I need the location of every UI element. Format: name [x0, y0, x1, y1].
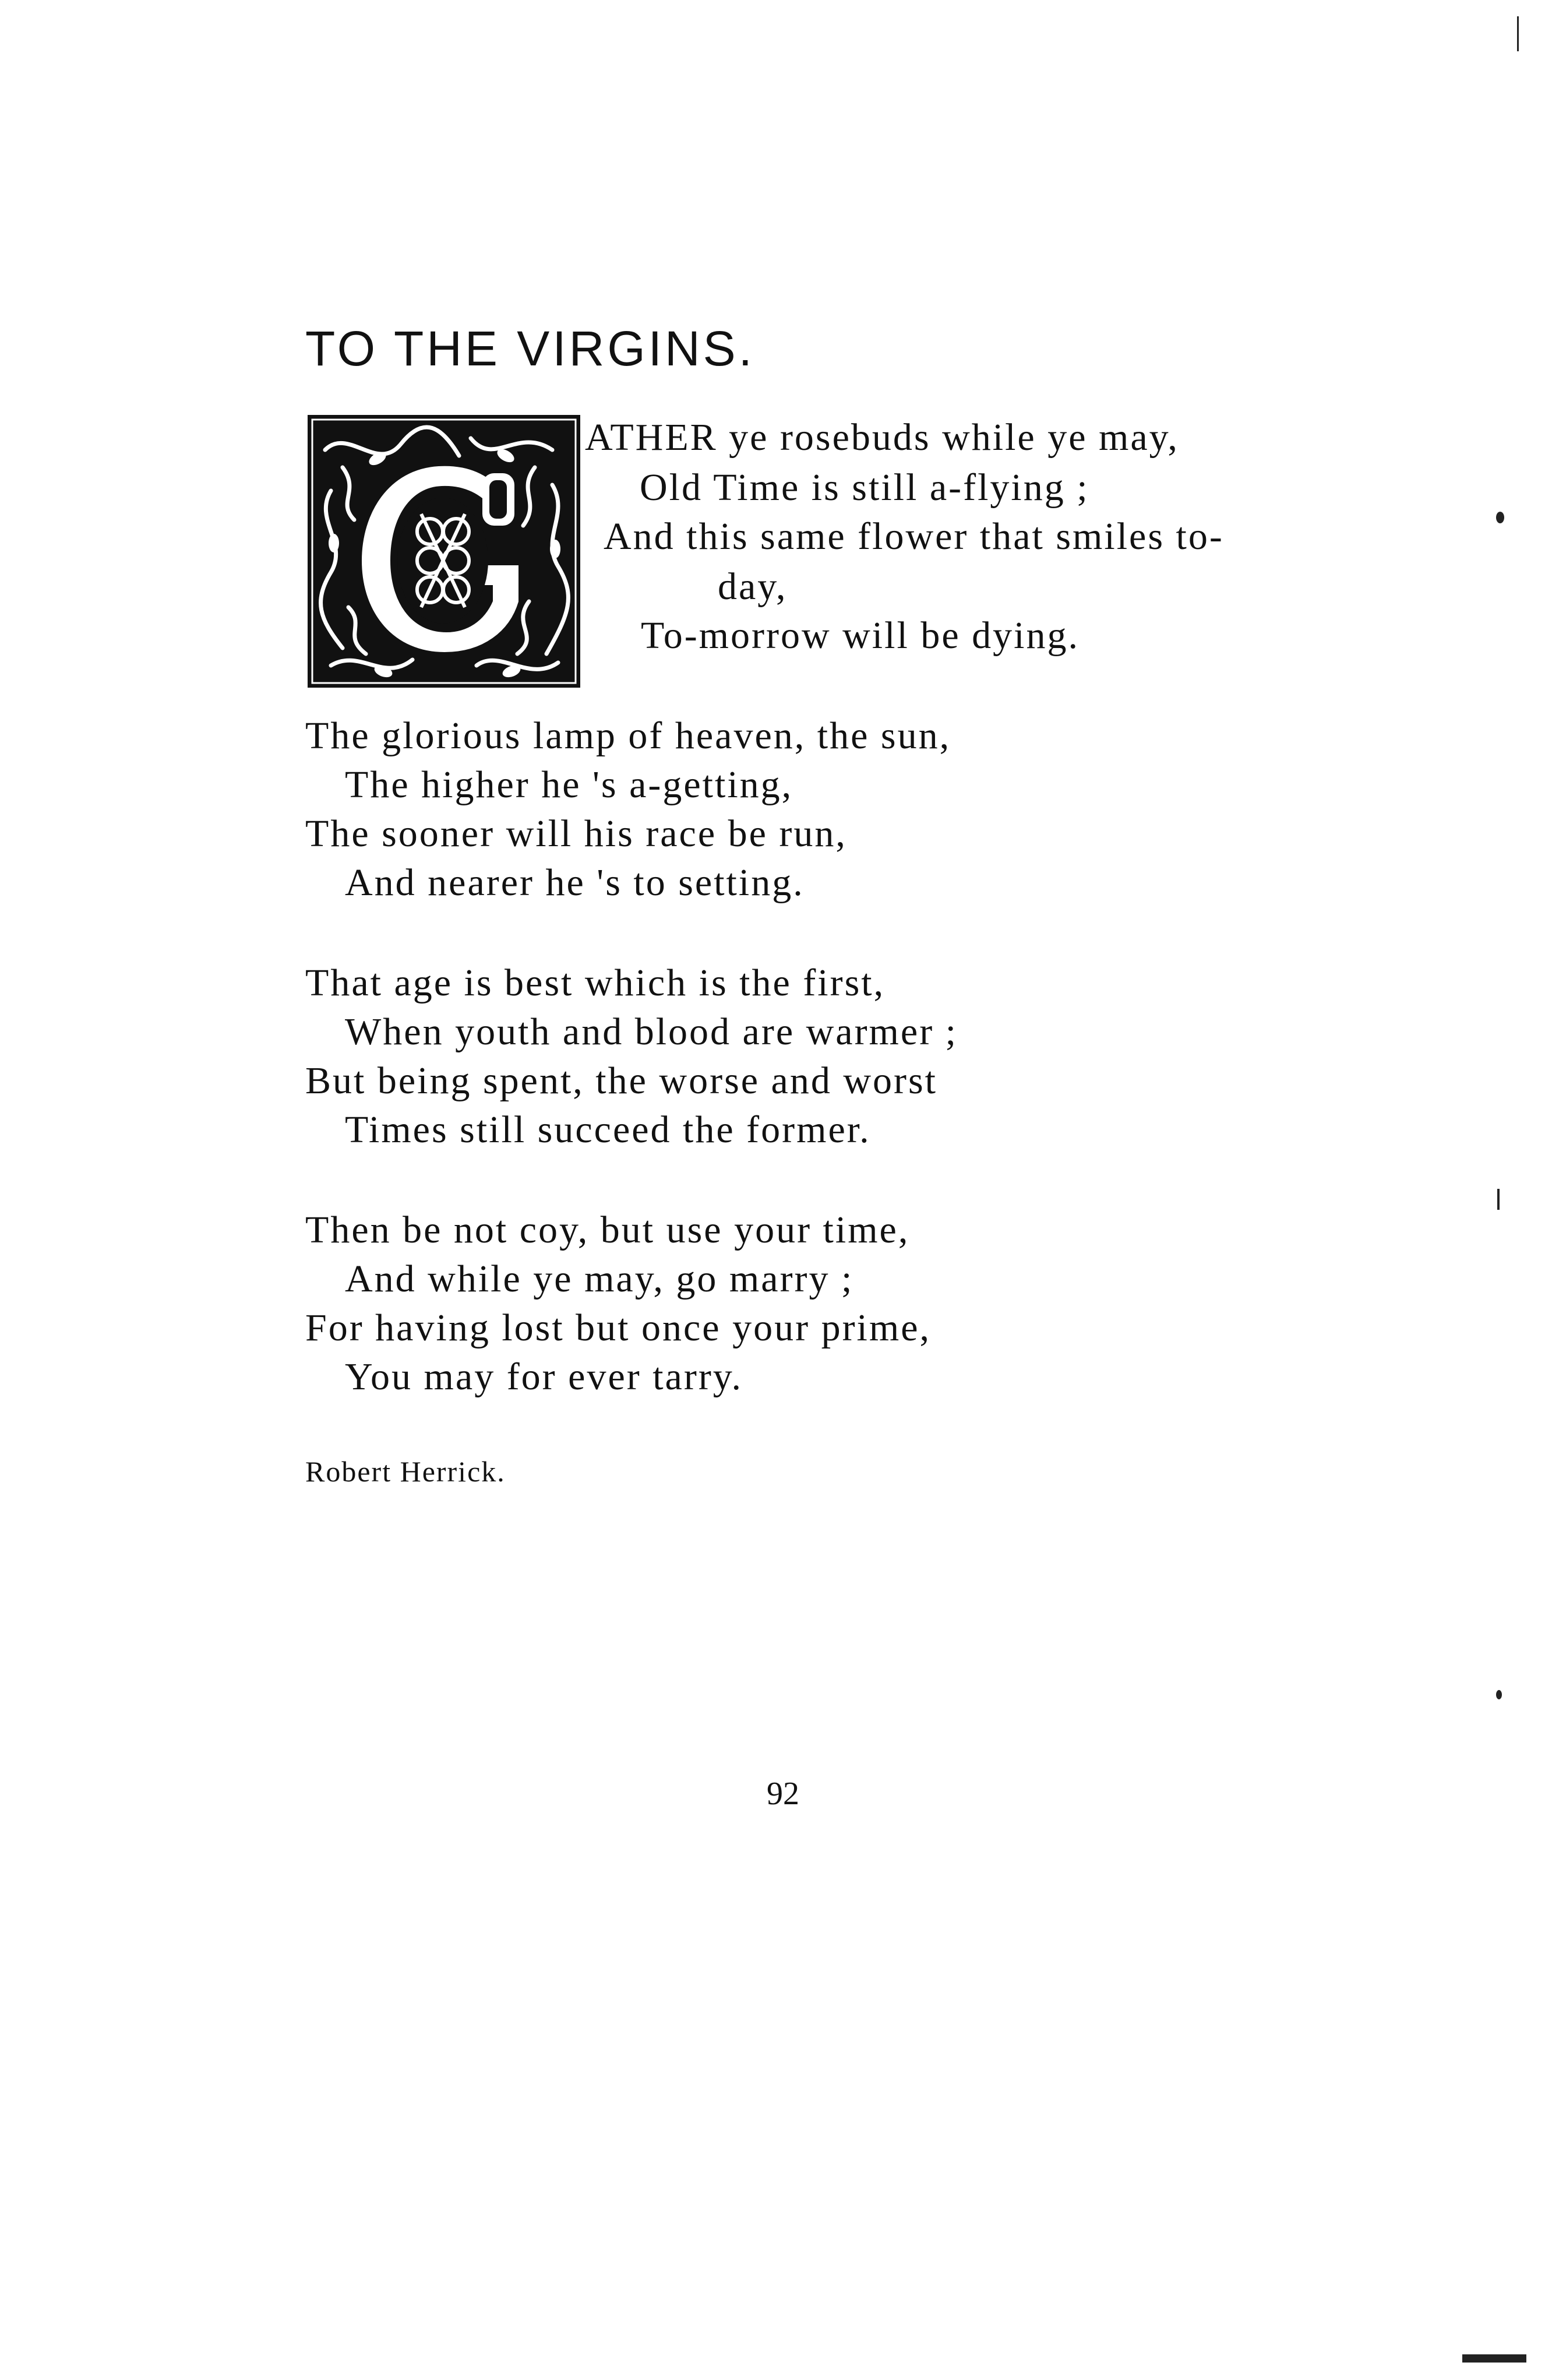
stanza4-line4: You may for ever tarry. — [345, 1356, 743, 1398]
drop-cap-initial — [308, 415, 580, 688]
scan-artifact-mark — [1497, 1189, 1500, 1210]
stanza3-line4: Times still succeed the former. — [345, 1108, 871, 1151]
stanza2-line4: And nearer he 's to setting. — [345, 861, 805, 904]
stanza1-line1: ATHER ye rosebuds while ye may, — [585, 416, 1179, 459]
stanza3-line1: That age is best which is the first, — [305, 962, 886, 1004]
page-number: 92 — [767, 1776, 799, 1812]
stanza1-line2: Old Time is still a-flying ; — [640, 466, 1089, 509]
stanza1-line5: To-morrow will be dying. — [641, 614, 1080, 657]
poem-title: TO THE VIRGINS. — [305, 321, 756, 376]
stanza2-line1: The glorious lamp of heaven, the sun, — [305, 714, 951, 757]
author-credit: Robert Herrick. — [305, 1455, 506, 1488]
stanza3-line2: When youth and blood are warmer ; — [345, 1011, 958, 1053]
stanza4-line1: Then be not coy, but use your time, — [305, 1209, 910, 1251]
stanza2-line3: The sooner will his race be run, — [305, 812, 847, 855]
stanza1-line4: day, — [718, 565, 788, 608]
stanza4-line2: And while ye may, go marry ; — [345, 1258, 854, 1300]
stanza1-line3: And this same flower that smiles to- — [604, 515, 1224, 558]
scan-artifact-mark — [1517, 16, 1519, 51]
scan-artifact-mark — [1462, 2354, 1526, 2363]
scan-artifact-mark — [1496, 512, 1504, 523]
stanza4-line3: For having lost but once your prime, — [305, 1307, 932, 1349]
scan-artifact-mark — [1496, 1690, 1502, 1699]
stanza2-line2: The higher he 's a-getting, — [345, 763, 793, 806]
stanza3-line3: But being spent, the worse and worst — [305, 1059, 938, 1102]
ornamental-g-icon — [308, 415, 580, 688]
